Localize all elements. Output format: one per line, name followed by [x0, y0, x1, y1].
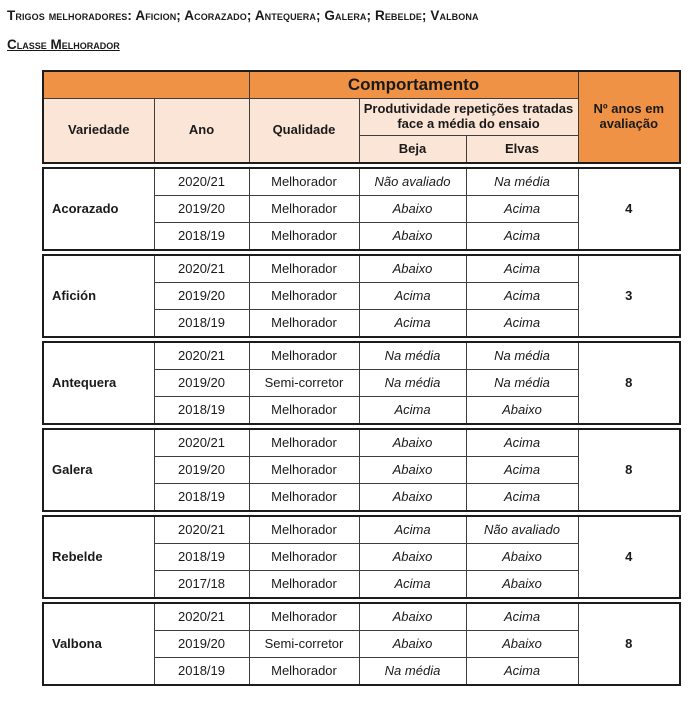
years-evaluated: 4	[578, 516, 680, 598]
beja-cell: Na média	[359, 342, 466, 370]
table-row	[43, 168, 680, 196]
document-title: Trigos melhoradores: Aficion; Acorazado; Antequera; Galera; Rebelde; Valbona	[7, 8, 479, 23]
beja-cell: Abaixo	[359, 631, 466, 658]
beja-cell: Abaixo	[359, 603, 466, 631]
header-produtividade: Produtividade repetições tratadas face a média do ensaio	[359, 99, 578, 136]
variety-name: Antequera	[43, 342, 154, 424]
variety-group-acorazado	[42, 167, 681, 251]
variety-group-rebelde	[42, 515, 681, 599]
header-elvas: Elvas	[466, 136, 578, 164]
header-qualidade: Qualidade	[249, 99, 359, 164]
beja-cell: Abaixo	[359, 484, 466, 512]
elvas-cell: Na média	[466, 168, 578, 196]
quality-cell: Semi-corretor	[249, 370, 359, 397]
elvas-cell: Abaixo	[466, 631, 578, 658]
beja-cell: Abaixo	[359, 255, 466, 283]
year-cell: 2017/18	[154, 571, 249, 599]
year-cell: 2020/21	[154, 342, 249, 370]
elvas-cell: Acima	[466, 658, 578, 686]
elvas-cell: Acima	[466, 223, 578, 251]
elvas-cell: Abaixo	[466, 544, 578, 571]
quality-cell: Melhorador	[249, 603, 359, 631]
variety-group-galera	[42, 428, 681, 512]
year-cell: 2018/19	[154, 397, 249, 425]
year-cell: 2019/20	[154, 283, 249, 310]
elvas-cell: Abaixo	[466, 571, 578, 599]
elvas-cell: Acima	[466, 457, 578, 484]
year-cell: 2019/20	[154, 196, 249, 223]
elvas-cell: Não avaliado	[466, 516, 578, 544]
table-row	[43, 603, 680, 631]
table-row	[43, 255, 680, 283]
beja-cell: Acima	[359, 571, 466, 599]
quality-cell: Melhorador	[249, 196, 359, 223]
quality-cell: Melhorador	[249, 544, 359, 571]
quality-cell: Melhorador	[249, 255, 359, 283]
table-row	[43, 342, 680, 370]
quality-cell: Melhorador	[249, 457, 359, 484]
years-evaluated: 3	[578, 255, 680, 337]
year-cell: 2018/19	[154, 658, 249, 686]
year-cell: 2018/19	[154, 484, 249, 512]
variety-name: Acorazado	[43, 168, 154, 250]
variety-name: Afición	[43, 255, 154, 337]
year-cell: 2019/20	[154, 370, 249, 397]
quality-cell: Melhorador	[249, 516, 359, 544]
elvas-cell: Na média	[466, 370, 578, 397]
beja-cell: Abaixo	[359, 544, 466, 571]
variety-group-valbona	[42, 602, 681, 686]
elvas-cell: Acima	[466, 196, 578, 223]
header-blank-cell	[43, 71, 249, 99]
quality-cell: Melhorador	[249, 484, 359, 512]
elvas-cell: Acima	[466, 484, 578, 512]
header-beja: Beja	[359, 136, 466, 164]
elvas-cell: Na média	[466, 342, 578, 370]
variety-group-antequera	[42, 341, 681, 425]
variety-name: Rebelde	[43, 516, 154, 598]
quality-cell: Melhorador	[249, 658, 359, 686]
elvas-cell: Acima	[466, 255, 578, 283]
beja-cell: Na média	[359, 658, 466, 686]
quality-cell: Semi-corretor	[249, 631, 359, 658]
header-ano: Ano	[154, 99, 249, 164]
elvas-cell: Abaixo	[466, 397, 578, 425]
elvas-cell: Acima	[466, 283, 578, 310]
year-cell: 2020/21	[154, 168, 249, 196]
year-cell: 2019/20	[154, 457, 249, 484]
quality-cell: Melhorador	[249, 223, 359, 251]
beja-cell: Na média	[359, 370, 466, 397]
quality-cell: Melhorador	[249, 283, 359, 310]
quality-cell: Melhorador	[249, 429, 359, 457]
year-cell: 2020/21	[154, 603, 249, 631]
year-cell: 2018/19	[154, 223, 249, 251]
quality-cell: Melhorador	[249, 397, 359, 425]
variety-name: Galera	[43, 429, 154, 511]
year-cell: 2018/19	[154, 544, 249, 571]
quality-cell: Melhorador	[249, 342, 359, 370]
table-row	[43, 429, 680, 457]
header-comportamento: Comportamento	[249, 71, 578, 99]
years-evaluated: 8	[578, 603, 680, 685]
year-cell: 2020/21	[154, 429, 249, 457]
beja-cell: Acima	[359, 310, 466, 338]
quality-cell: Melhorador	[249, 571, 359, 599]
beja-cell: Acima	[359, 397, 466, 425]
table-header-section	[42, 70, 681, 164]
beja-cell: Abaixo	[359, 457, 466, 484]
beja-cell: Não avaliado	[359, 168, 466, 196]
elvas-cell: Acima	[466, 603, 578, 631]
quality-cell: Melhorador	[249, 310, 359, 338]
beja-cell: Abaixo	[359, 196, 466, 223]
melhorador-table	[42, 70, 679, 686]
section-heading: Classe Melhorador	[7, 37, 120, 52]
years-evaluated: 8	[578, 342, 680, 424]
header-variedade: Variedade	[43, 99, 154, 164]
variety-name: Valbona	[43, 603, 154, 685]
year-cell: 2018/19	[154, 310, 249, 338]
years-evaluated: 8	[578, 429, 680, 511]
year-cell: 2020/21	[154, 255, 249, 283]
beja-cell: Acima	[359, 516, 466, 544]
variety-group-aficion	[42, 254, 681, 338]
beja-cell: Abaixo	[359, 429, 466, 457]
year-cell: 2020/21	[154, 516, 249, 544]
beja-cell: Acima	[359, 283, 466, 310]
years-evaluated: 4	[578, 168, 680, 250]
year-cell: 2019/20	[154, 631, 249, 658]
elvas-cell: Acima	[466, 429, 578, 457]
table-row	[43, 516, 680, 544]
header-anos-avaliacao: Nº anos em avaliação	[578, 71, 680, 163]
quality-cell: Melhorador	[249, 168, 359, 196]
beja-cell: Abaixo	[359, 223, 466, 251]
elvas-cell: Acima	[466, 310, 578, 338]
